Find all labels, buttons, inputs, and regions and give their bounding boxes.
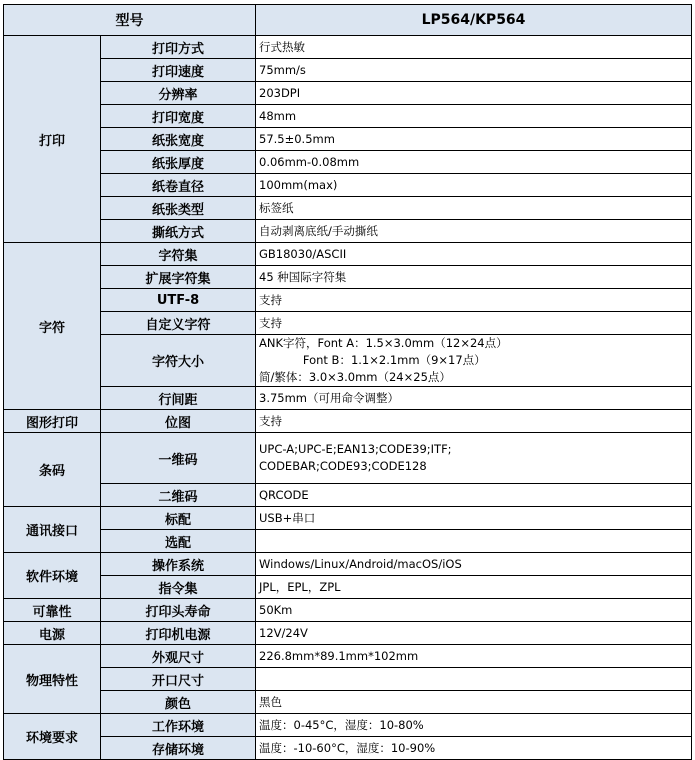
spec-label: 标配 <box>101 507 256 530</box>
spec-value: 226.8mm*89.1mm*102mm <box>256 645 692 668</box>
table-row <box>4 128 692 151</box>
spec-value: 12V/24V <box>256 622 692 645</box>
spec-label: 打印机电源 <box>101 622 256 645</box>
table-row <box>4 530 692 553</box>
spec-label: 开口尺寸 <box>101 668 256 691</box>
table-row <box>4 105 692 128</box>
spec-label: 选配 <box>101 530 256 553</box>
table-row <box>4 622 692 645</box>
category-cell: 字符 <box>4 243 101 410</box>
table-row <box>4 243 692 266</box>
spec-label: 打印头寿命 <box>101 599 256 622</box>
spec-label: 扩展字符集 <box>101 266 256 289</box>
category-cell: 图形打印 <box>4 410 101 433</box>
spec-label: 打印方式 <box>101 36 256 59</box>
spec-label: 纸张宽度 <box>101 128 256 151</box>
spec-label: UTF-8 <box>101 289 256 312</box>
spec-label: 分辨率 <box>101 82 256 105</box>
table-row <box>4 433 692 484</box>
spec-label: 纸卷直径 <box>101 174 256 197</box>
table-row <box>4 737 692 760</box>
model-value: LP564/KP564 <box>256 5 692 36</box>
spec-value: 温度：-10-60°C，湿度：10-90% <box>256 737 692 760</box>
spec-value: 57.5±0.5mm <box>256 128 692 151</box>
spec-value: 标签纸 <box>256 197 692 220</box>
spec-label: 外观尺寸 <box>101 645 256 668</box>
table-row <box>4 714 692 737</box>
table-row <box>4 387 692 410</box>
spec-value <box>256 530 692 553</box>
category-cell: 可靠性 <box>4 599 101 622</box>
spec-value: 100mm(max) <box>256 174 692 197</box>
spec-label: 打印宽度 <box>101 105 256 128</box>
table-row <box>4 151 692 174</box>
table-row <box>4 691 692 714</box>
spec-value: 203DPI <box>256 82 692 105</box>
spec-value: UPC-A;UPC-E;EAN13;CODE39;ITF; CODEBAR;CODE93;CODE128 <box>256 433 692 484</box>
spec-body <box>4 36 692 760</box>
spec-label: 字符大小 <box>101 335 256 387</box>
spec-label: 颜色 <box>101 691 256 714</box>
table-row <box>4 36 692 59</box>
header-row <box>4 5 692 36</box>
spec-label: 撕纸方式 <box>101 220 256 243</box>
table-row <box>4 553 692 576</box>
spec-value: 行式热敏 <box>256 36 692 59</box>
spec-label: 工作环境 <box>101 714 256 737</box>
spec-label: 位图 <box>101 410 256 433</box>
table-row <box>4 220 692 243</box>
spec-value: 黑色 <box>256 691 692 714</box>
table-row <box>4 507 692 530</box>
table-row <box>4 266 692 289</box>
spec-label: 打印速度 <box>101 59 256 82</box>
spec-value: QRCODE <box>256 484 692 507</box>
spec-value: GB18030/ASCII <box>256 243 692 266</box>
spec-value: USB+串口 <box>256 507 692 530</box>
category-cell: 软件环境 <box>4 553 101 599</box>
spec-value: 75mm/s <box>256 59 692 82</box>
table-row <box>4 174 692 197</box>
table-row <box>4 410 692 433</box>
table-row <box>4 289 692 312</box>
table-row <box>4 59 692 82</box>
spec-label: 操作系统 <box>101 553 256 576</box>
spec-value: 48mm <box>256 105 692 128</box>
spec-label: 字符集 <box>101 243 256 266</box>
spec-value: 支持 <box>256 289 692 312</box>
table-row <box>4 312 692 335</box>
spec-label: 存储环境 <box>101 737 256 760</box>
spec-value: Windows/Linux/Android/macOS/iOS <box>256 553 692 576</box>
category-cell: 环境要求 <box>4 714 101 760</box>
spec-value: 支持 <box>256 410 692 433</box>
table-row <box>4 335 692 387</box>
spec-value: 50Km <box>256 599 692 622</box>
spec-value: JPL，EPL，ZPL <box>256 576 692 599</box>
spec-label: 自定义字符 <box>101 312 256 335</box>
spec-value <box>256 668 692 691</box>
table-row <box>4 197 692 220</box>
spec-table <box>3 4 692 760</box>
spec-value: ANK字符，Font A：1.5×3.0mm（12×24点） Font B：1.1×2.1mm（9×17点） 简/繁体：3.0×3.0mm（24×25点） <box>256 335 692 387</box>
spec-value: 3.75mm（可用命令调整） <box>256 387 692 410</box>
category-cell: 打印 <box>4 36 101 243</box>
spec-label: 纸张类型 <box>101 197 256 220</box>
spec-label: 二维码 <box>101 484 256 507</box>
spec-value: 45 种国际字符集 <box>256 266 692 289</box>
table-row <box>4 668 692 691</box>
table-row <box>4 576 692 599</box>
spec-label: 行间距 <box>101 387 256 410</box>
spec-label: 指令集 <box>101 576 256 599</box>
table-row <box>4 82 692 105</box>
spec-value: 支持 <box>256 312 692 335</box>
spec-label: 一维码 <box>101 433 256 484</box>
table-row <box>4 599 692 622</box>
spec-value: 0.06mm-0.08mm <box>256 151 692 174</box>
spec-label: 纸张厚度 <box>101 151 256 174</box>
category-cell: 通讯接口 <box>4 507 101 553</box>
spec-value: 自动剥离底纸/手动撕纸 <box>256 220 692 243</box>
spec-value: 温度：0-45°C，湿度：10-80% <box>256 714 692 737</box>
category-cell: 电源 <box>4 622 101 645</box>
table-row <box>4 484 692 507</box>
category-cell: 条码 <box>4 433 101 507</box>
table-row <box>4 645 692 668</box>
category-cell: 物理特性 <box>4 645 101 714</box>
model-label: 型号 <box>4 5 256 36</box>
